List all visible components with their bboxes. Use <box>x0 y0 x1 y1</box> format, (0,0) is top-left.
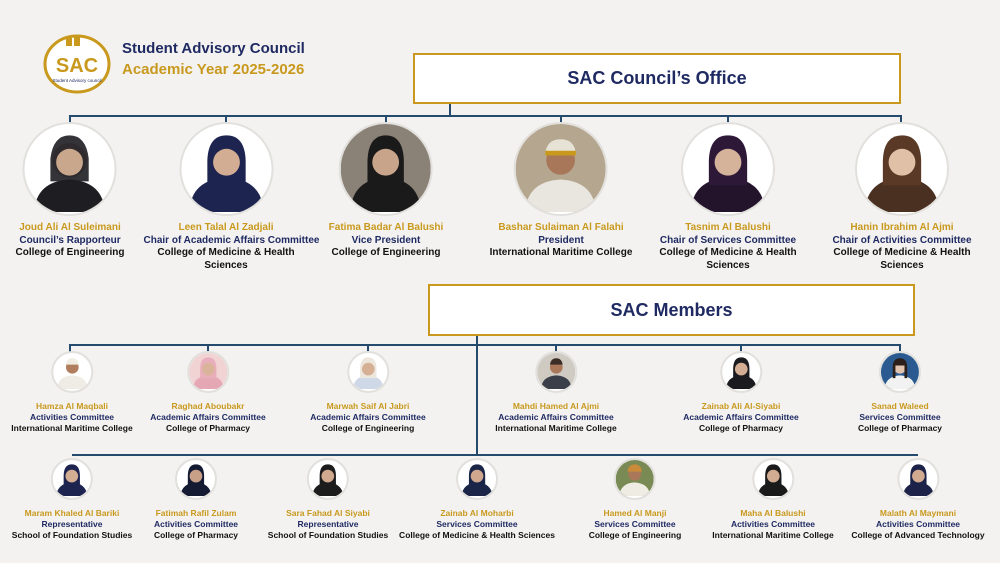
person-name: Maram Khaled Al Bariki <box>24 508 120 518</box>
person-name: Hamed Al Manji <box>603 508 667 518</box>
person-college: School of Foundation Studies <box>11 530 133 540</box>
office-bus-line <box>69 115 902 117</box>
person-role: Services Committee <box>436 519 518 529</box>
person-role: Services Committee <box>859 412 941 422</box>
person-role: Activities Committee <box>29 412 115 422</box>
member-card <box>154 458 238 541</box>
person-college: College of Medicine & Health Sciences <box>399 530 555 540</box>
person-role: Chair of Academic Affairs Committee <box>143 234 320 246</box>
person-photo <box>187 351 229 393</box>
member-card <box>851 458 984 541</box>
member-card <box>399 458 555 541</box>
members-bus-line <box>69 344 901 346</box>
member-card <box>268 458 388 541</box>
office-member-card <box>329 122 444 260</box>
person-photo <box>752 458 794 500</box>
person-role: Academic Affairs Committee <box>150 412 266 422</box>
office-member-card <box>143 122 320 272</box>
member-card <box>589 458 682 541</box>
person-name: Maha Al Balushi <box>740 508 806 518</box>
person-role: Services Committee <box>594 519 676 529</box>
person-role: Academic Affairs Committee <box>683 412 799 422</box>
person-college: College of Pharmacy <box>698 423 784 433</box>
person-name: Malath Al Maymani <box>879 508 957 518</box>
person-college: International Maritime College <box>712 530 834 540</box>
person-photo <box>720 351 762 393</box>
member-card <box>858 351 942 434</box>
person-role: Activities Committee <box>153 519 239 529</box>
person-name: Hanin Ibrahim Al Ajmi <box>850 222 954 233</box>
person-name: Sanad Waleed <box>871 401 929 411</box>
person-name: Fatima Badar Al Balushi <box>328 222 444 233</box>
person-role: Vice President <box>351 234 421 246</box>
person-name: Joud Ali Al Suleimani <box>19 222 121 233</box>
member-card <box>11 351 132 434</box>
person-college: College of Pharmacy <box>857 423 943 433</box>
person-photo <box>879 351 921 393</box>
person-role: Chair of Activities Committee <box>832 234 972 246</box>
person-name: Mahdi Hamed Al Ajmi <box>512 401 600 411</box>
person-college: International Maritime College <box>495 423 617 433</box>
office-member-card <box>16 122 125 260</box>
person-photo <box>51 351 93 393</box>
person-photo <box>51 458 93 500</box>
person-college: College of Engineering <box>321 423 415 433</box>
members-header-box: SAC Members <box>428 284 915 336</box>
person-photo <box>339 122 433 216</box>
person-college: College of Engineering <box>15 247 125 258</box>
person-role: President <box>538 234 584 246</box>
member-card <box>310 351 425 434</box>
person-college: College of Medicine & Health Sciences <box>659 247 797 271</box>
person-name: Leen Talal Al Zadjali <box>178 222 274 233</box>
person-photo <box>514 122 608 216</box>
member-card <box>150 351 265 434</box>
person-photo <box>23 122 117 216</box>
person-photo <box>307 458 349 500</box>
person-role: Academic Affairs Committee <box>498 412 614 422</box>
person-photo <box>614 458 656 500</box>
person-college: International Maritime College <box>11 423 133 433</box>
person-photo <box>456 458 498 500</box>
person-photo <box>855 122 949 216</box>
office-member-card <box>653 122 803 272</box>
person-role: Representative <box>297 519 359 529</box>
person-college: College of Medicine & Health Sciences <box>833 247 971 271</box>
person-photo <box>535 351 577 393</box>
person-college: College of Engineering <box>331 247 441 258</box>
svg-text:Student Advisory council: Student Advisory council <box>52 78 102 83</box>
office-member-card <box>827 122 977 272</box>
person-college: College of Engineering <box>588 530 682 540</box>
person-role: Academic Affairs Committee <box>310 412 426 422</box>
person-college: College of Advanced Technology <box>851 530 985 540</box>
member-card <box>495 351 616 434</box>
person-college: College of Pharmacy <box>165 423 251 433</box>
sac-logo <box>42 28 112 94</box>
member-card <box>712 458 833 541</box>
person-photo <box>681 122 775 216</box>
person-role: Chair of Services Committee <box>659 234 797 246</box>
members-row2-bus-line <box>72 454 918 456</box>
academic-year: Academic Year 2025-2026 <box>122 61 305 78</box>
person-role: Activities Committee <box>730 519 816 529</box>
person-name: Bashar Sulaiman Al Falahi <box>498 222 624 233</box>
person-college: School of Foundation Studies <box>267 530 389 540</box>
person-role: Council’s Rapporteur <box>19 234 121 246</box>
svg-text:SAC: SAC <box>55 55 99 77</box>
person-role: Activities Committee <box>875 519 961 529</box>
office-header-box: SAC Council’s Office <box>413 53 901 104</box>
person-photo <box>179 122 273 216</box>
person-college: College of Medicine & Health Sciences <box>157 247 295 271</box>
person-name: Hamza Al Maqbali <box>36 401 108 411</box>
person-name: Raghad Aboubakr <box>171 401 245 411</box>
person-college: College of Pharmacy <box>153 530 239 540</box>
person-name: Zainab Ali Al-Siyabi <box>701 401 781 411</box>
person-role: Representative <box>41 519 103 529</box>
person-photo <box>347 351 389 393</box>
person-photo <box>897 458 939 500</box>
person-college: International Maritime College <box>489 247 633 258</box>
office-member-card <box>490 122 633 260</box>
person-name: Tasnim Al Balushi <box>685 222 771 233</box>
person-photo <box>175 458 217 500</box>
person-name: Zainab Al Moharbi <box>440 508 514 518</box>
person-name: Sara Fahad Al Siyabi <box>286 508 370 518</box>
person-name: Marwah Saif Al Jabri <box>326 401 410 411</box>
members-trunk-line <box>476 336 478 455</box>
person-name: Fatimah Rafil Zulam <box>155 508 237 518</box>
member-card <box>683 351 798 434</box>
council-title: Student Advisory Council <box>122 40 305 57</box>
member-card <box>12 458 132 541</box>
